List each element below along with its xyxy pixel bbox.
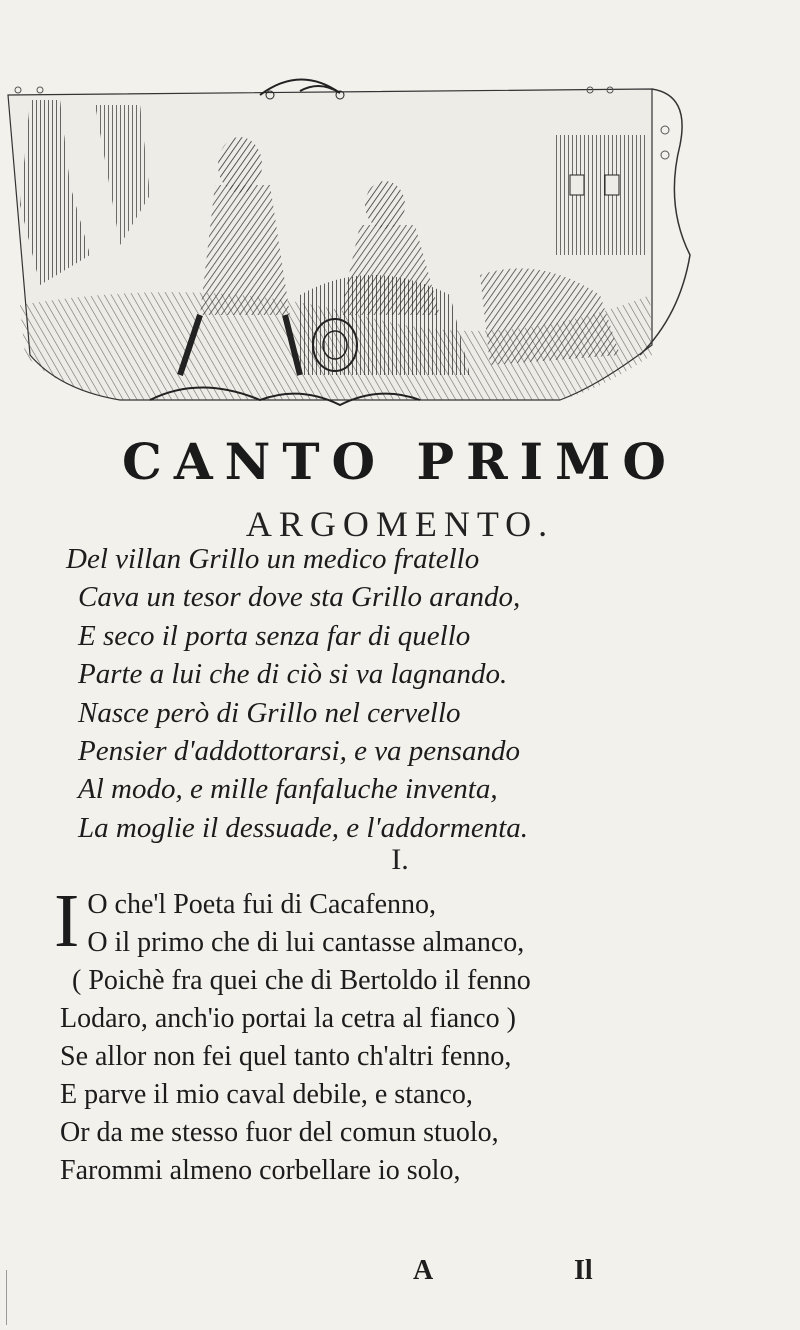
canto-title: CANTO PRIMO bbox=[122, 432, 678, 491]
argomento-line: Pensier d'addottorarsi, e va pensando bbox=[78, 735, 520, 768]
drop-cap: I bbox=[54, 879, 80, 963]
stanza-line: O il primo che di lui cantasse almanco, bbox=[87, 927, 525, 958]
stanza-line: Farommi almeno corbellare io solo, bbox=[60, 1155, 461, 1186]
stanza-line: ( Poichè fra quei che di Bertoldo il fenno bbox=[72, 965, 531, 996]
stanza-line: Lodaro, anch'io portai la cetra al fianco ) bbox=[60, 1003, 516, 1034]
catchword: Il bbox=[574, 1255, 593, 1286]
stanza-line: O che'l Poeta fui di Cacafenno, bbox=[87, 889, 437, 920]
argomento-line: Cava un tesor dove sta Grillo arando, bbox=[78, 581, 521, 614]
stanza-line: Or da me stesso fuor del comun stuolo, bbox=[60, 1117, 499, 1148]
argomento-line: Del villan Grillo un medico fratello bbox=[66, 543, 480, 575]
engraved-vignette-illustration bbox=[0, 55, 700, 425]
stanza-line: E parve il mio caval debile, e stanco, bbox=[60, 1079, 473, 1110]
stanza-text bbox=[54, 879, 750, 1190]
argomento-verses bbox=[66, 540, 706, 847]
stanza-line: Se allor non fei quel tanto ch'altri fenno, bbox=[60, 1041, 512, 1072]
argomento-heading: ARGOMENTO. bbox=[245, 504, 555, 544]
stanza-number: I. bbox=[391, 843, 409, 876]
argomento-line: La moglie il dessuade, e l'addormenta. bbox=[78, 811, 529, 844]
argomento-line: Parte a lui che di ciò si va lagnando. bbox=[78, 658, 508, 691]
argomento-line: Al modo, e mille fanfaluche inventa, bbox=[78, 773, 498, 806]
signature-mark: A bbox=[413, 1255, 434, 1286]
page-edge-mark bbox=[6, 1270, 7, 1325]
argomento-line: E seco il porta senza far di quello bbox=[78, 619, 471, 652]
argomento-line: Nasce però di Grillo nel cervello bbox=[78, 696, 461, 729]
